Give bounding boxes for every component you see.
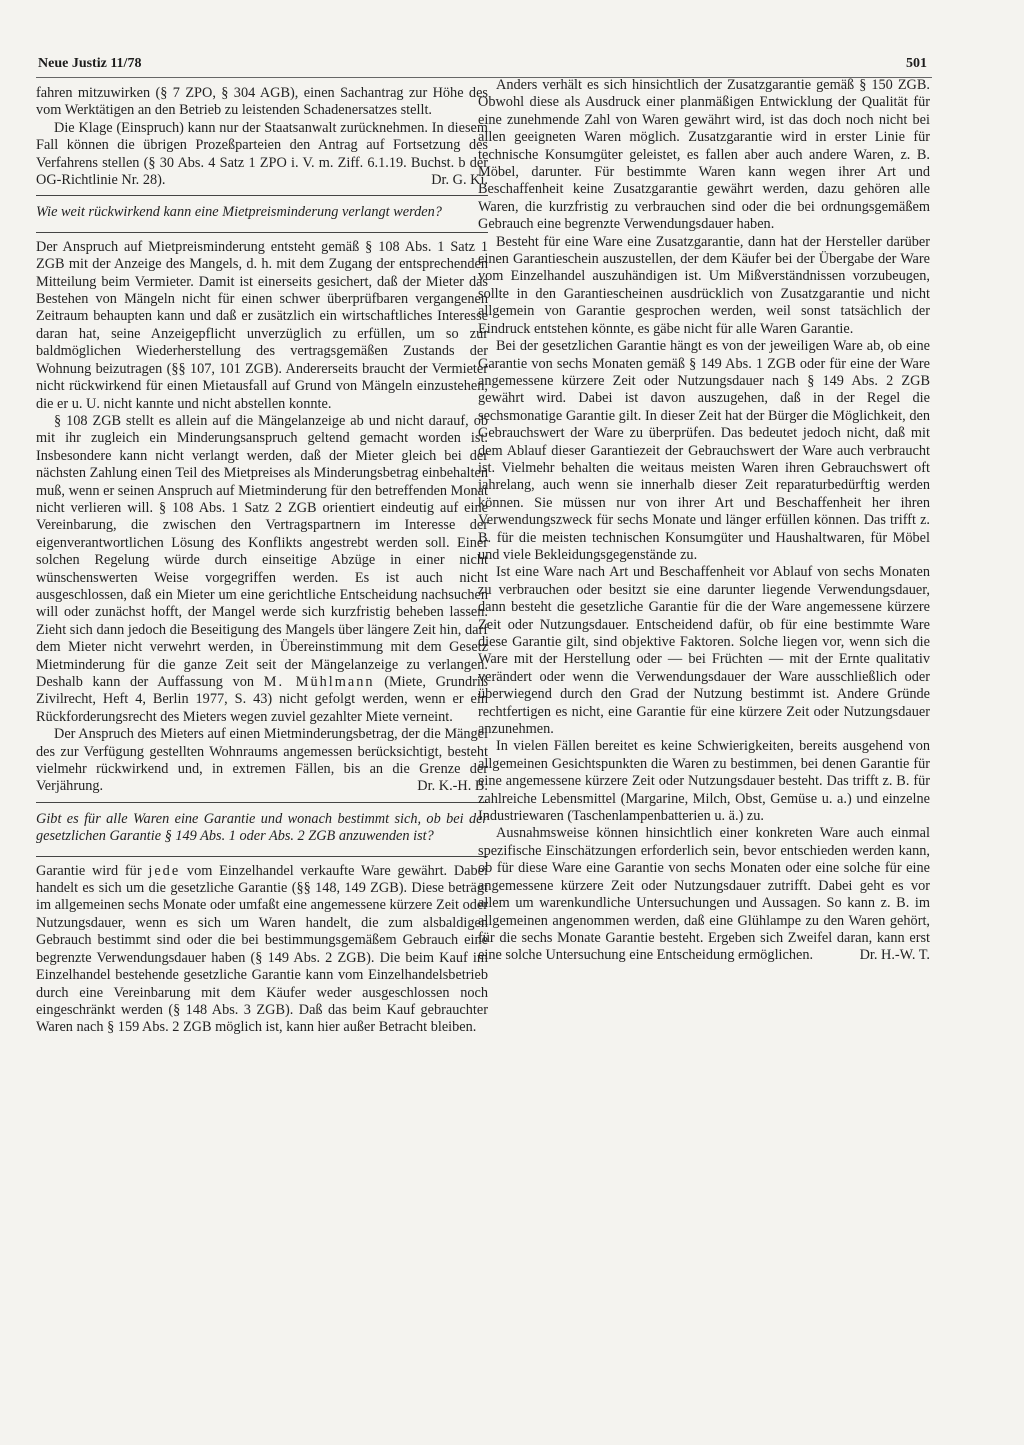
answer-text: Ausnahmsweise können hinsichtlich einer konkreten Ware auch einmal spezifische Einschätzungen erforderlich sein, bevor entschieden werden kann, ob für diese Ware eine Garantie von sechs Monaten oder eine solche für eine angemessene kürzere Zeit oder Nutzungsdauer zutrifft. Dabei geht es vor allem um warenkundliche Untersuchungen und Aussagen. So kann z. B. im allgemeinen angenommen werden, daß eine Glühlampe zu den Waren gehört, für die sechs Monate Garantie besteht. Ergeben sich Zweifel daran, kann erst eine solche Untersuchung eine Entscheidung ermöglichen. (478, 825, 930, 964)
answer-text: § 108 ZGB stellt es allein auf die Mängelanzeige ab und nicht darauf, ob mit ihr zugleich ein Minderungsanspruch geltend gemacht worden ist. Insbesondere kann nicht verlangt werden, daß der Mieter gleich bei der nächsten Zahlung einen Teil des Mietpreises als Minderungsbetrag einbehalten muß, wenn er seinen Anspruch auf Mietminderung für den betreffenden Monat nicht verlieren will. § 108 Abs. 1 Satz 2 ZGB orientiert eindeutig auf eine Vereinbarung, die zwischen den Vertragspartnern im Interesse der eigenverantwortlichen Lösung des Konflikts angestrebt werden soll. Einer solchen Regelung würde durch einseitige Abzüge in einer nicht wünschenswerten Weise vorgegriffen werden. Es ist auch nicht ausgeschlossen, daß ein Mieter um eine gerichtliche Entscheidung nachsuchen will oder zunächst hofft, der Mangel werde sich kurzfristig beheben lassen. Zieht sich dann jedoch die Beseitigung des Mangels über längere Zeit hin, darf dem Mieter nicht verwehrt werden, in Übereinstimmung mit dem Gesetz Mietminderung für die ganze Zeit seit der Mängelanzeige zu verlangen. Deshalb kann der Auffassung von (36, 412, 488, 690)
answer-paragraph (478, 825, 930, 964)
question-heading: Wie weit rückwirkend kann eine Mietpreisminderung verlangt werden? (36, 204, 442, 221)
page-number: 501 (906, 56, 927, 71)
left-column (36, 85, 488, 1037)
answer-paragraph: Ist eine Ware nach Art und Beschaffenheit vor Ablauf von sechs Monaten zu verbrauchen oder besitzt sie eine darunter liegende Verwendungsdauer, dann besteht die gesetzliche Garantie für die der Ware angemessene kürzere Zeit oder Nutzungsdauer. Entscheidend dafür, ob für eine bestimmte Ware diese Garantie gilt, sind objektive Faktoren. Solche liegen vor, wenn sich die Ware mit der Herstellung oder — bei Früchten — mit der Ernte qualitativ verändert oder wenn die Verwendungsdauer der Ware ausschließlich oder überwiegend durch den Grad der Nutzung bestimmt ist. Andere Gründe rechtfertigen es nicht, eine Garantie für eine kürzere Zeit oder Nutzungsdauer anzunehmen. (478, 564, 930, 738)
answer-paragraph (36, 726, 488, 796)
author-name: M. Mühlmann (263, 674, 375, 690)
emphasized-word: jede (148, 862, 181, 879)
author-signature: Dr. K.-H. B. (417, 778, 488, 795)
right-column (478, 77, 930, 965)
divider (36, 802, 488, 803)
divider (36, 232, 488, 233)
answer-paragraph: Besteht für eine Ware eine Zusatzgarantie, dann hat der Hersteller darüber einen Garantieschein auszustellen, der dem Käufer bei der Übergabe der Ware vom Einzelhandel auszuhändigen ist. Um Mißverständnissen vorzubeugen, sollte in den Garantiescheinen ausdrücklich von Zusatzgarantie und nicht allgemein von Garantie gesprochen werden, weil sonst tatsächlich der Eindruck entstehen könnte, es gäbe nicht für alle Waren Garantie. (478, 233, 930, 337)
answer-text: vom Einzelhandel verkaufte Ware gewährt. Dabei handelt es sich um die gesetzliche Garantie (§§ 148, 149 ZGB). Diese beträgt im allgemeinen sechs Monate oder umfaßt eine angemessene kürzere Zeit oder Nutzungsdauer, wenn es sich um Waren handelt, die zum alsbaldigen Gebrauch bestimmt sind oder die bei bestimmungsgemäßem Gebrauch eine begrenzte Verwendungsdauer haben (§ 149 Abs. 2 ZGB). Die beim Kauf im Einzelhandel bestehende gesetzliche Garantie kann vom Einzelhandelsbetrieb durch eine Vereinbarung mit dem Käufer weder ausgeschlossen noch eingeschränkt werden (§ 148 Abs. 3 ZGB). Daß das beim Kauf gebrauchter Waren nach § 159 Abs. 2 ZGB möglich ist, kann hier außer Betracht bleiben. (36, 862, 488, 1036)
answer-paragraph: Der Anspruch auf Mietpreisminderung entsteht gemäß § 108 Abs. 1 Satz 1 ZGB mit der Anzeige des Mangels, d. h. mit dem Zugang der entsprechenden Mitteilung beim Vermieter. Damit ist einerseits gesichert, daß der Mieter das Bestehen von Mängeln nicht für einen schwer überprüfbaren vergangenen Zeitraum behaupten kann und daß er zusätzlich ein wirtschaftliches Interesse daran hat, seine Anzeigepflicht unverzüglich zu erfüllen, um so zur baldmöglichen Wiederherstellung des vertragsgemäßen Zustands der Wohnung beizutragen (§§ 107, 101 ZGB). Andererseits braucht der Vermieter nicht rückwirkend für einen Mietausfall auf Grund von Mängeln einzustehen, die er u. U. nicht kannte und nicht abstellen konnte. (36, 238, 488, 412)
author-signature: Dr. H.-W. T. (859, 947, 930, 964)
intro-paragraph-2 (36, 120, 488, 190)
journal-title: Neue Justiz 11/78 (38, 56, 142, 71)
answer-text: Der Anspruch des Mieters auf einen Mietminderungsbetrag, der die Mängel des zur Verfügung gestellten Wohnraums angemessen berücksichtigt, besteht vielmehr rückwirkend und, in extremen Fällen, bis an die Grenze der Verjährung. (36, 726, 488, 795)
answer-paragraph: Bei der gesetzlichen Garantie hängt es von der jeweiligen Ware ab, ob eine Garantie von sechs Monaten gemäß § 149 Abs. 1 ZGB oder für eine der Ware angemessene kürzere Zeit oder Nutzungsdauer nach § 149 Abs. 2 ZGB gewährt wird. Dabei ist davon auszugehen, daß in der Regel die sechsmonatige Garantie gilt. In dieser Zeit hat der Bürger die Möglichkeit, den Gebrauchswert der Ware zu überprüfen. Das bedeutet jedoch nicht, daß mit dem Ablauf dieser Garantiezeit der Gebrauchswert der Ware auch verbraucht ist. Vielmehr behalten die weitaus meisten Waren ihren Gebrauchswert oft jahrelang, auch wenn sie innerhalb dieser Zeit reparaturbedürftig werden können. Sie müssen nur von ihrer Art und Beschaffenheit her ihren Verwendungszweck für sechs Monate und länger erfüllen können. Das trifft z. B. für die meisten technischen Konsumgüter und Haushaltwaren, für Möbel und viele Bekleidungsgegenstände zu. (478, 338, 930, 563)
intro-paragraph-1: fahren mitzuwirken (§ 7 ZPO, § 304 AGB), einen Sachantrag zur Höhe des vom Werktätigen an den Betrieb zu leistenden Schadenersatzes stellt. (36, 85, 488, 119)
divider (36, 856, 488, 857)
answer-paragraph: In vielen Fällen bereitet es keine Schwierigkeiten, bereits ausgehend von allgemeinen Gesichtspunkten die Waren zu bestimmen, bei denen Garantie für eine angemessene kürzere Zeit oder Nutzungsdauer besteht. Das trifft z. B. für zahlreiche Lebensmittel (Margarine, Milch, Obst, Gemüse u. a.) und einzelne Industriewaren (Taschenlampenbatterien u. ä.) zu. (478, 738, 930, 825)
answer-paragraph: Anders verhält es sich hinsichtlich der Zusatzgarantie gemäß § 150 ZGB. Obwohl diese als Ausdruck einer planmäßigen Entwicklung der Qualität für eine zunehmende Zahl von Waren gewährt wird, ist das doch noch nicht bei allen geeigneten Waren möglich. Zusatzgarantie wird in erster Linie für technische Konsumgüter geleistet, es fallen aber auch andere Waren, z. B. Möbel, darunter. Für bestimmte Waren kann wegen ihrer Art und Beschaffenheit keine Zusatzgarantie gewährt werden, dazu gehören alle Waren, die kurzfristig zu verbrauchen sind oder die bei ordnungsgemäßem Gebrauch eine begrenzte Verwendungsdauer haben. (478, 77, 930, 233)
divider (36, 195, 488, 196)
answer-paragraph (36, 413, 488, 726)
question-heading: Gibt es für alle Waren eine Garantie und wonach bestimmt sich, ob bei der gesetzlichen Garantie § 149 Abs. 1 oder Abs. 2 ZGB anzuwenden ist? (36, 810, 488, 845)
answer-text: Garantie wird für (36, 862, 149, 879)
answer-text: (Miete, Grundriß Zivilrecht, Heft 4, Berlin 1977, S. 43) nicht gefolgt werden, wenn er ein Rückforderungsrecht des Mieters wegen zuviel gezahlter Miete verneint. (36, 674, 489, 725)
intro-paragraph-2-text: Die Klage (Einspruch) kann nur der Staatsanwalt zurücknehmen. In diesem Fall können die übrigen Prozeßparteien den Antrag auf Fortsetzung des Verfahrens stellen (§ 30 Abs. 4 Satz 1 ZPO i. V. m. Ziff. 6.1.19. Buchst. b der OG-Richtlinie Nr. 28). (36, 119, 488, 189)
author-signature: Dr. G. Ki. (431, 172, 488, 189)
answer-paragraph (36, 863, 488, 1037)
